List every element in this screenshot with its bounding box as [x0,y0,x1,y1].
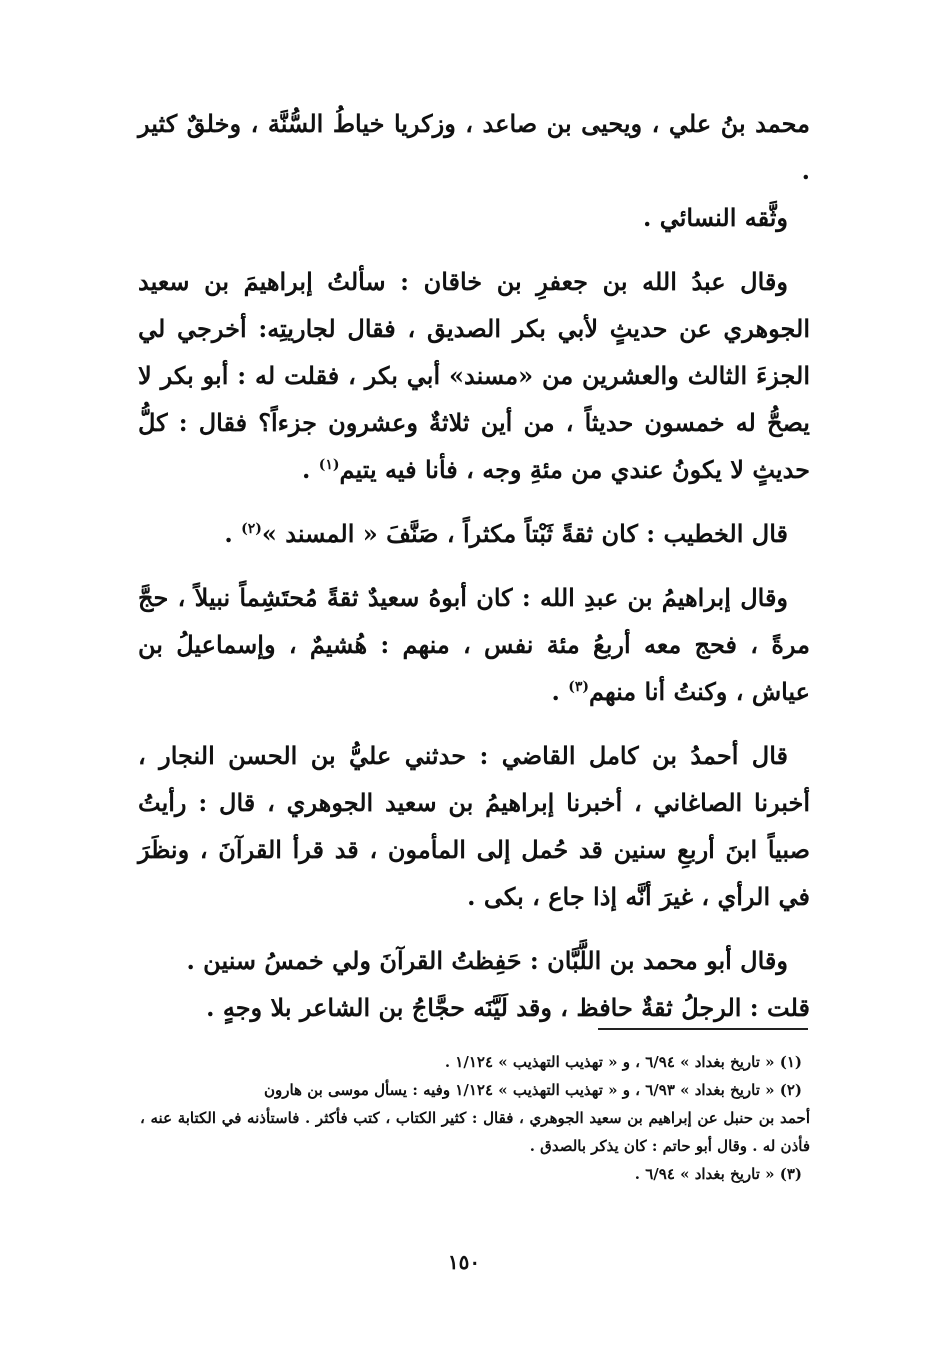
paragraph-3: وقال عبدُ الله بن جعفرِ بن خاقان : سألتُ إبراهيمَ بن سعيد الجوهري عن حديثٍ لأبي بكر الصديق ، فقال لجاريتِه: أخرجي لي الجزءَ الثالث والعشرين من «مسند» أبي بكر ، فقلت له : أبو بكر لا يصحُّ له خمسون حديثاً ، من أين ثلاثةٌ وعشرون جزءاً؟ فقال : كلُّ حديثٍ لا يكونُ عندي من مئةِ وجه ، فأنا فيه يتيم$^{(١)}$ . [138,267,810,484]
footnote-3: (٣) « تاريخ بغداد » ٦/٩٤ . [634,1165,802,1183]
footnote-1: (١) « تاريخ بغداد » ٦/٩٤ ، و « تهذيب التهذيب » ١/١٢٤ . [444,1053,802,1071]
paragraph-1: محمد بنُ علي ، ويحيى بن صاعد ، وزكريا خياطُ السُّنَّة ، وخلقٌ كثير . [138,109,810,185]
footnote-ref-1: (١) [318,457,340,473]
footnote-ref-3: (٣) [568,679,590,695]
paragraph-5: وقال إبراهيمُ بن عبدِ الله : كان أبوهُ سعيدٌ ثقةً مُحتَشِماً نبيلاً ، حجَّ مرةً ، فحج معه أربعُ مئة نفس ، منهم : هُشيمٌ ، وإسماعيلُ بن عياش ، وكنتُ أنا منهم$^{(٣)}$ . [138,583,810,706]
main-text [138,100,810,1031]
paragraph-6: قال أحمدُ بن كامل القاضي : حدثني عليُّ بن الحسن النجار ، أخبرنا الصاغاني ، أخبرنا إبراهيمُ بن سعيد الجوهري ، قال : رأيتُ صبياً ابنَ أربعِ سنين قد حُمل إلى المأمون ، قد قرأ القرآنَ ، ونظَرَ في الرأي ، غيرَ أنَّه إذا جاع ، بكى . [138,741,810,911]
paragraph-8: قلت : الرجلُ ثقةٌ حافظ ، وقد لَيَّنَه حجَّاجُ بن الشاعر بلا وجهٍ . [206,993,810,1022]
page-number: ١٥٠ [447,1250,481,1274]
footnotes [140,1048,810,1188]
paragraph-4: قال الخطيب : كان ثقةً ثَبْتاً مكثراً ، صَنَّفَ « المسند »$^{(٢)}$ . [224,519,788,548]
footnote-2: (٢) « تاريخ بغداد » ٦/٩٣ ، و « تهذيب التهذيب » ١/١٢٤ وفيه : يسأل موسى بن هارون [263,1081,802,1099]
footnote-ref-2: (٢) [241,521,262,537]
footnote-separator [598,1028,808,1030]
paragraph-2: وثَّقه النسائي . [643,203,788,232]
paragraph-7: وقال أبو محمد بن اللَّبَّان : حَفِظتُ القرآنَ ولي خمسُ سنين . [186,946,788,975]
footnote-2-continuation: أحمد بن حنبل عن إبراهيم بن سعيد الجوهري ، فقال : كثير الكتاب ، كتب فأكثر . فاستأذنه في الكتابة عنه ، فأذن له . وقال أبو حاتم : كان يذكر بالصدق . [140,1109,810,1155]
